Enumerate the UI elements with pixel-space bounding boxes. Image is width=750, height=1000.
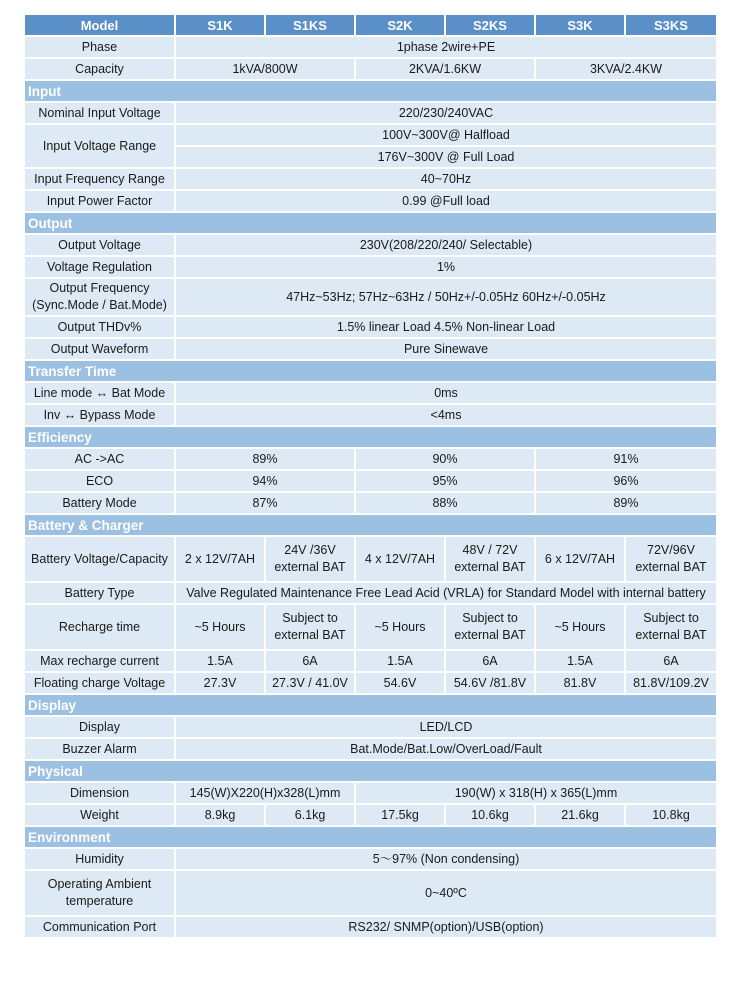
section-title: Input	[24, 80, 717, 102]
spec-value: 88%	[355, 492, 535, 514]
section-title: Output	[24, 212, 717, 234]
spec-value: 24V /36V external BAT	[265, 536, 355, 582]
spec-value: 190(W) x 318(H) x 365(L)mm	[355, 782, 717, 804]
section-header-row	[24, 212, 717, 234]
spec-label: Output THDv%	[24, 316, 175, 338]
spec-value: 40~70Hz	[175, 168, 717, 190]
spec-value: 1.5A	[355, 650, 445, 672]
spec-label: Weight	[24, 804, 175, 826]
spec-value: RS232/ SNMP(option)/USB(option)	[175, 916, 717, 938]
section-header-row	[24, 760, 717, 782]
spec-label: Max recharge current	[24, 650, 175, 672]
spec-label: Input Power Factor	[24, 190, 175, 212]
section-header-row	[24, 80, 717, 102]
spec-row	[24, 672, 717, 694]
spec-value: 5～97% (Non condensing)	[175, 848, 717, 870]
spec-value: 1.5A	[175, 650, 265, 672]
spec-row	[24, 782, 717, 804]
spec-value: <4ms	[175, 404, 717, 426]
spec-label: Operating Ambient temperature	[24, 870, 175, 916]
spec-value: ~5 Hours	[175, 604, 265, 650]
spec-label: Capacity	[24, 58, 175, 80]
spec-row	[24, 448, 717, 470]
spec-label: Output Waveform	[24, 338, 175, 360]
spec-value: 89%	[535, 492, 717, 514]
section-title: Display	[24, 694, 717, 716]
spec-value: 0~40ºC	[175, 870, 717, 916]
spec-row	[24, 102, 717, 124]
spec-row	[24, 536, 717, 582]
spec-row	[24, 168, 717, 190]
spec-value: 94%	[175, 470, 355, 492]
spec-label: Line mode ↔ Bat Mode	[24, 382, 175, 404]
spec-label: Floating charge Voltage	[24, 672, 175, 694]
spec-value: 48V / 72V external BAT	[445, 536, 535, 582]
spec-table-body	[24, 14, 717, 938]
spec-value: 10.8kg	[625, 804, 717, 826]
spec-label: ECO	[24, 470, 175, 492]
spec-value: 81.8V/109.2V	[625, 672, 717, 694]
spec-value: 220/230/240VAC	[175, 102, 717, 124]
header-model: Model	[24, 14, 175, 36]
spec-value: 6A	[445, 650, 535, 672]
header-s3k: S3K	[535, 14, 625, 36]
spec-value: 100V~300V@ Halfload	[175, 124, 717, 146]
spec-row	[24, 58, 717, 80]
section-title: Physical	[24, 760, 717, 782]
spec-label: Input Frequency Range	[24, 168, 175, 190]
spec-value: 3KVA/2.4KW	[535, 58, 717, 80]
spec-value: 1%	[175, 256, 717, 278]
spec-value: 176V~300V @ Full Load	[175, 146, 717, 168]
spec-row	[24, 650, 717, 672]
spec-row	[24, 916, 717, 938]
header-s1ks: S1KS	[265, 14, 355, 36]
spec-label: Battery Mode	[24, 492, 175, 514]
spec-label: Humidity	[24, 848, 175, 870]
spec-value: 145(W)X220(H)x328(L)mm	[175, 782, 355, 804]
header-s2k: S2K	[355, 14, 445, 36]
section-header-row	[24, 360, 717, 382]
spec-row	[24, 124, 717, 146]
spec-value: 6 x 12V/7AH	[535, 536, 625, 582]
spec-label: Output Frequency (Sync.Mode / Bat.Mode)	[24, 278, 175, 316]
spec-row	[24, 492, 717, 514]
spec-value: 8.9kg	[175, 804, 265, 826]
spec-value: Subject to external BAT	[265, 604, 355, 650]
spec-value: 91%	[535, 448, 717, 470]
spec-value: 27.3V / 41.0V	[265, 672, 355, 694]
section-title: Transfer Time	[24, 360, 717, 382]
spec-value: 87%	[175, 492, 355, 514]
spec-value: 17.5kg	[355, 804, 445, 826]
spec-value: 6A	[265, 650, 355, 672]
spec-row	[24, 716, 717, 738]
spec-value: LED/LCD	[175, 716, 717, 738]
spec-label: Voltage Regulation	[24, 256, 175, 278]
spec-row	[24, 36, 717, 58]
spec-value: 1.5% linear Load 4.5% Non-linear Load	[175, 316, 717, 338]
ups-spec-table	[23, 13, 718, 939]
spec-value: 4 x 12V/7AH	[355, 536, 445, 582]
spec-row	[24, 848, 717, 870]
spec-row	[24, 338, 717, 360]
spec-value: 47Hz~53Hz; 57Hz~63Hz / 50Hz+/-0.05Hz 60Hz+/-0.05Hz	[175, 278, 717, 316]
section-title: Efficiency	[24, 426, 717, 448]
header-s2ks: S2KS	[445, 14, 535, 36]
spec-row	[24, 604, 717, 650]
spec-label: Dimension	[24, 782, 175, 804]
spec-row	[24, 870, 717, 916]
spec-value: 230V(208/220/240/ Selectable)	[175, 234, 717, 256]
spec-value: ~5 Hours	[355, 604, 445, 650]
spec-label: Nominal Input Voltage	[24, 102, 175, 124]
header-s1k: S1K	[175, 14, 265, 36]
spec-row	[24, 738, 717, 760]
spec-value: ~5 Hours	[535, 604, 625, 650]
spec-value: Pure Sinewave	[175, 338, 717, 360]
spec-value: 89%	[175, 448, 355, 470]
spec-value: Bat.Mode/Bat.Low/OverLoad/Fault	[175, 738, 717, 760]
spec-row	[24, 404, 717, 426]
spec-label: Input Voltage Range	[24, 124, 175, 168]
spec-value: 6A	[625, 650, 717, 672]
spec-value: 90%	[355, 448, 535, 470]
spec-label: Output Voltage	[24, 234, 175, 256]
spec-row	[24, 470, 717, 492]
spec-value: 54.6V	[355, 672, 445, 694]
section-header-row	[24, 514, 717, 536]
section-header-row	[24, 826, 717, 848]
spec-value: 0.99 @Full load	[175, 190, 717, 212]
spec-value: 96%	[535, 470, 717, 492]
spec-value: 72V/96V external BAT	[625, 536, 717, 582]
spec-row	[24, 804, 717, 826]
spec-value: 54.6V /81.8V	[445, 672, 535, 694]
model-header-row	[24, 14, 717, 36]
spec-row	[24, 256, 717, 278]
spec-label: Battery Type	[24, 582, 175, 604]
spec-value: 10.6kg	[445, 804, 535, 826]
spec-value: 6.1kg	[265, 804, 355, 826]
spec-label: AC ->AC	[24, 448, 175, 470]
header-s3ks: S3KS	[625, 14, 717, 36]
section-title: Battery & Charger	[24, 514, 717, 536]
spec-value: Subject to external BAT	[625, 604, 717, 650]
spec-row	[24, 582, 717, 604]
section-header-row	[24, 694, 717, 716]
spec-label: Inv ↔ Bypass Mode	[24, 404, 175, 426]
spec-row	[24, 278, 717, 316]
spec-value: Valve Regulated Maintenance Free Lead Acid (VRLA) for Standard Model with internal battery	[175, 582, 717, 604]
section-title: Environment	[24, 826, 717, 848]
spec-label: Battery Voltage/Capacity	[24, 536, 175, 582]
spec-value: Subject to external BAT	[445, 604, 535, 650]
spec-value: 27.3V	[175, 672, 265, 694]
spec-row	[24, 234, 717, 256]
spec-value: 95%	[355, 470, 535, 492]
spec-label: Phase	[24, 36, 175, 58]
spec-row	[24, 382, 717, 404]
spec-row	[24, 190, 717, 212]
spec-value: 81.8V	[535, 672, 625, 694]
spec-label: Buzzer Alarm	[24, 738, 175, 760]
spec-row	[24, 316, 717, 338]
spec-label: Communication Port	[24, 916, 175, 938]
spec-value: 0ms	[175, 382, 717, 404]
spec-value: 1.5A	[535, 650, 625, 672]
spec-value: 1kVA/800W	[175, 58, 355, 80]
spec-label: Recharge time	[24, 604, 175, 650]
spec-value: 2 x 12V/7AH	[175, 536, 265, 582]
spec-value: 1phase 2wire+PE	[175, 36, 717, 58]
section-header-row	[24, 426, 717, 448]
spec-value: 21.6kg	[535, 804, 625, 826]
spec-label: Display	[24, 716, 175, 738]
spec-value: 2KVA/1.6KW	[355, 58, 535, 80]
